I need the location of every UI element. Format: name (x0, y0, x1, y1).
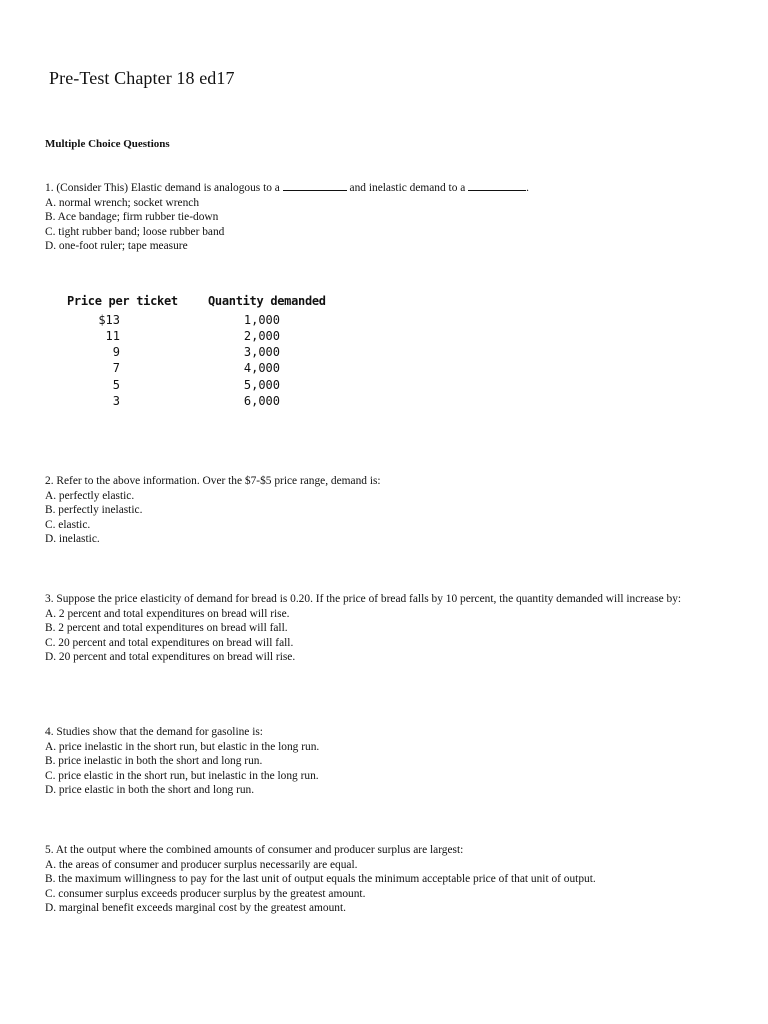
question-5-stem: 5. At the output where the combined amounts of consumer and producer surplus are largest: (45, 844, 464, 856)
question-2-option-b: B. perfectly inelastic. (45, 504, 143, 516)
table-cell-price: 3 (112, 394, 120, 408)
question-1-option-d: D. one-foot ruler; tape measure (45, 240, 188, 252)
question-3-option-d: D. 20 percent and total expenditures on bread will rise. (45, 651, 296, 663)
question-2-option-a: A. perfectly elastic. (45, 489, 135, 502)
question-3-option-b: B. 2 percent and total expenditures on bread will fall. (45, 622, 288, 634)
question-4-option-a: A. price inelastic in the short run, but elastic in the long run. (45, 740, 320, 753)
table-row (60, 313, 360, 329)
table-cell-price: 11 (105, 329, 120, 343)
table-cell-price: 9 (112, 345, 120, 359)
table-row (60, 394, 360, 410)
question-4-option-c: C. price elastic in the short run, but inelastic in the long run. (45, 769, 319, 782)
question-3-option-a: A. 2 percent and total expenditures on bread will rise. (45, 607, 290, 620)
question-4-option-d: D. price elastic in both the short and long run. (45, 784, 255, 796)
question-5-option-d: D. marginal benefit exceeds marginal cost by the greatest amount. (45, 902, 347, 914)
table-cell-quantity: 4,000 (243, 361, 280, 375)
table-row (60, 378, 360, 394)
table-cell-quantity: 2,000 (243, 329, 280, 343)
answer-blank-1 (283, 181, 347, 191)
question-4-stem: 4. Studies show that the demand for gasoline is: (45, 726, 263, 738)
question-2-option-c: C. elastic. (45, 518, 91, 531)
table-cell-quantity: 3,000 (243, 345, 280, 359)
table-header-quantity: Quantity demanded (208, 294, 326, 308)
question-1-option-b: B. Ace bandage; firm rubber tie-down (45, 211, 219, 223)
table-cell-price: $13 (98, 313, 120, 327)
question-2 (45, 474, 705, 547)
question-1-stem-part-c: . (526, 182, 530, 194)
table-row (60, 345, 360, 361)
question-1 (45, 181, 705, 254)
question-1-option-a: A. normal wrench; socket wrench (45, 196, 200, 209)
table-cell-quantity: 5,000 (243, 378, 280, 392)
question-4 (45, 725, 705, 798)
table-header-price: Price per ticket (67, 294, 178, 308)
question-1-stem-part-b: and inelastic demand to a (346, 182, 469, 194)
question-1-option-c: C. tight rubber band; loose rubber band (45, 225, 225, 238)
table-cell-quantity: 1,000 (243, 313, 280, 327)
table-row (60, 361, 360, 377)
question-5 (45, 843, 705, 916)
table-cell-price: 5 (112, 378, 120, 392)
question-1-stem (45, 181, 705, 196)
question-2-option-d: D. inelastic. (45, 533, 100, 545)
table-cell-price: 7 (112, 361, 120, 375)
section-heading: Multiple Choice Questions (45, 138, 170, 150)
question-3-stem: 3. Suppose the price elasticity of demand for bread is 0.20. If the price of bread falls by 10 percent, the quantity demanded will increase by: (45, 593, 682, 605)
question-2-stem: 2. Refer to the above information. Over the $7-$5 price range, demand is: (45, 475, 381, 487)
question-5-option-a: A. the areas of consumer and producer surplus necessarily are equal. (45, 858, 358, 871)
question-1-stem-part-a: 1. (Consider This) Elastic demand is analogous to a (45, 182, 283, 194)
page-title: Pre-Test Chapter 18 ed17 (49, 68, 235, 88)
question-5-option-c: C. consumer surplus exceeds producer surplus by the greatest amount. (45, 887, 366, 900)
answer-blank-2 (468, 181, 526, 191)
question-4-option-b: B. price inelastic in both the short and long run. (45, 755, 263, 767)
table-cell-quantity: 6,000 (243, 394, 280, 408)
question-3-option-c: C. 20 percent and total expenditures on bread will fall. (45, 636, 294, 649)
table-row (60, 329, 360, 345)
question-5-option-b: B. the maximum willingness to pay for the last unit of output equals the minimum acceptable price of that unit of output. (45, 873, 596, 885)
question-3 (45, 592, 705, 665)
